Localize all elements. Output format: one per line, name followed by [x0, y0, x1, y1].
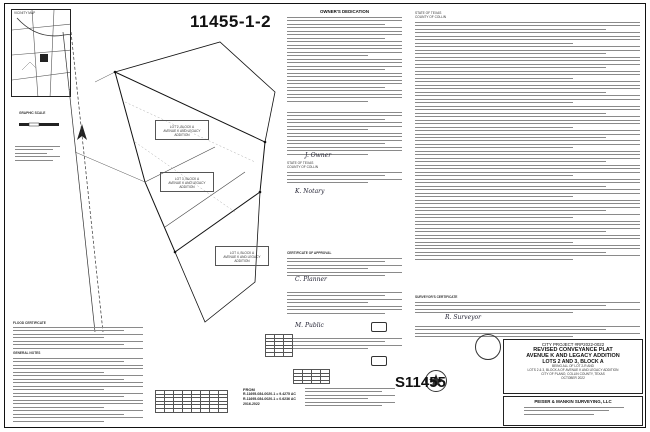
firm-block	[503, 396, 643, 426]
notary-text-1	[287, 172, 402, 186]
title-line-3: AVENUE K AND LEGACY ADDITION	[526, 353, 620, 359]
surveyors-certificate-heading: SURVEYOR'S CERTIFICATE	[415, 295, 458, 299]
notary-seal-1	[371, 322, 387, 332]
flood-text	[13, 327, 143, 351]
title-block	[503, 339, 643, 394]
owner-line-2: R-11695-084-0020-1 = 0.6236 AC	[243, 397, 296, 401]
curve-table	[155, 390, 228, 413]
lot-label-4	[215, 246, 269, 266]
lot-label-2-text: LOT 2, BLOCK A AVENUE K AND LEGACY ADDITION	[163, 124, 201, 137]
state-heading-1: STATE OF TEXAS	[287, 161, 314, 165]
stamp-number: S11455	[395, 374, 446, 391]
surveyor-notary-text	[415, 326, 640, 340]
notary-seal-2	[371, 356, 387, 366]
owners-dedication-heading: OWNER'S DEDICATION	[319, 9, 369, 14]
certificate-of-approval-heading: CERTIFICATE OF APPROVAL	[287, 251, 332, 255]
owner-line-3: 2016-2022	[243, 402, 260, 406]
owner-contact-text	[305, 388, 395, 409]
flood-certificate-heading: FLOOD CERTIFICATE	[13, 321, 46, 325]
line-table	[293, 369, 330, 384]
lot-label-4-text: LOT 4, BLOCK A AVENUE K AND LEGACY ADDITION	[223, 250, 261, 263]
graphic-scale	[19, 112, 59, 134]
surveyor-signature: R. Surveyor	[445, 314, 481, 321]
firm-name: PEISER & MANKIN SURVEYING, LLC	[534, 399, 612, 404]
title-line-5: BEING ALL OF LOT 2-R AND	[552, 364, 594, 368]
owners-dedication-text	[287, 17, 402, 104]
firm-address-text	[524, 407, 624, 417]
metes-and-bounds-text	[415, 22, 640, 262]
general-notes-heading: GENERAL NOTES	[13, 351, 41, 355]
easement-text	[287, 112, 402, 157]
owner-from-label: FROM	[243, 387, 255, 392]
lot-label-3-text: LOT 3, BLOCK A AVENUE K AND LEGACY ADDITION	[168, 176, 206, 189]
notary-signature-2: M. Public	[295, 322, 324, 329]
owner-signature: J. Owner	[305, 152, 332, 159]
owner-line-1: R-11695-084-0020-1 = 9.4275 AC	[243, 392, 296, 396]
scale-bar	[19, 121, 59, 129]
lot-label-2	[155, 120, 209, 140]
county-heading-1: COUNTY OF COLLIN	[287, 165, 319, 169]
title-line-4: LOTS 2 AND 3, BLOCK A	[542, 359, 604, 365]
plat-sheet	[4, 3, 646, 428]
case-number: 11455-1-2	[190, 12, 272, 31]
vicinity-map-label: VICINITY MAP	[14, 11, 36, 15]
title-date: OCTOBER 2022	[561, 375, 585, 380]
legend-text	[15, 146, 60, 163]
county-heading-2: COUNTY OF COLLIN	[415, 15, 447, 19]
bearing-table	[265, 334, 293, 357]
notary-text-3	[287, 338, 402, 352]
approval-signature: C. Planner	[295, 276, 327, 283]
general-notes-text	[13, 358, 143, 424]
notary-signature-1: K. Notary	[295, 188, 325, 195]
title-line-6: LOTS 2 & 3, BLOCK A OF AVENUE K AND LEGACY ADDITION	[527, 367, 619, 372]
state-heading-2: STATE OF TEXAS	[415, 11, 442, 15]
graphic-scale-title: GRAPHIC SCALE	[19, 111, 46, 115]
surveyor-seal	[475, 334, 501, 360]
title-line-7: CITY OF PLANO, COLLIN COUNTY, TEXAS	[541, 371, 605, 376]
title-line-2: REVISED CONVEYANCE PLAT	[533, 347, 613, 353]
notary-text-2	[287, 292, 402, 316]
lot-label-3	[160, 172, 214, 192]
title-line-1: CITY PROJECT #RP2022-0022	[541, 342, 605, 347]
